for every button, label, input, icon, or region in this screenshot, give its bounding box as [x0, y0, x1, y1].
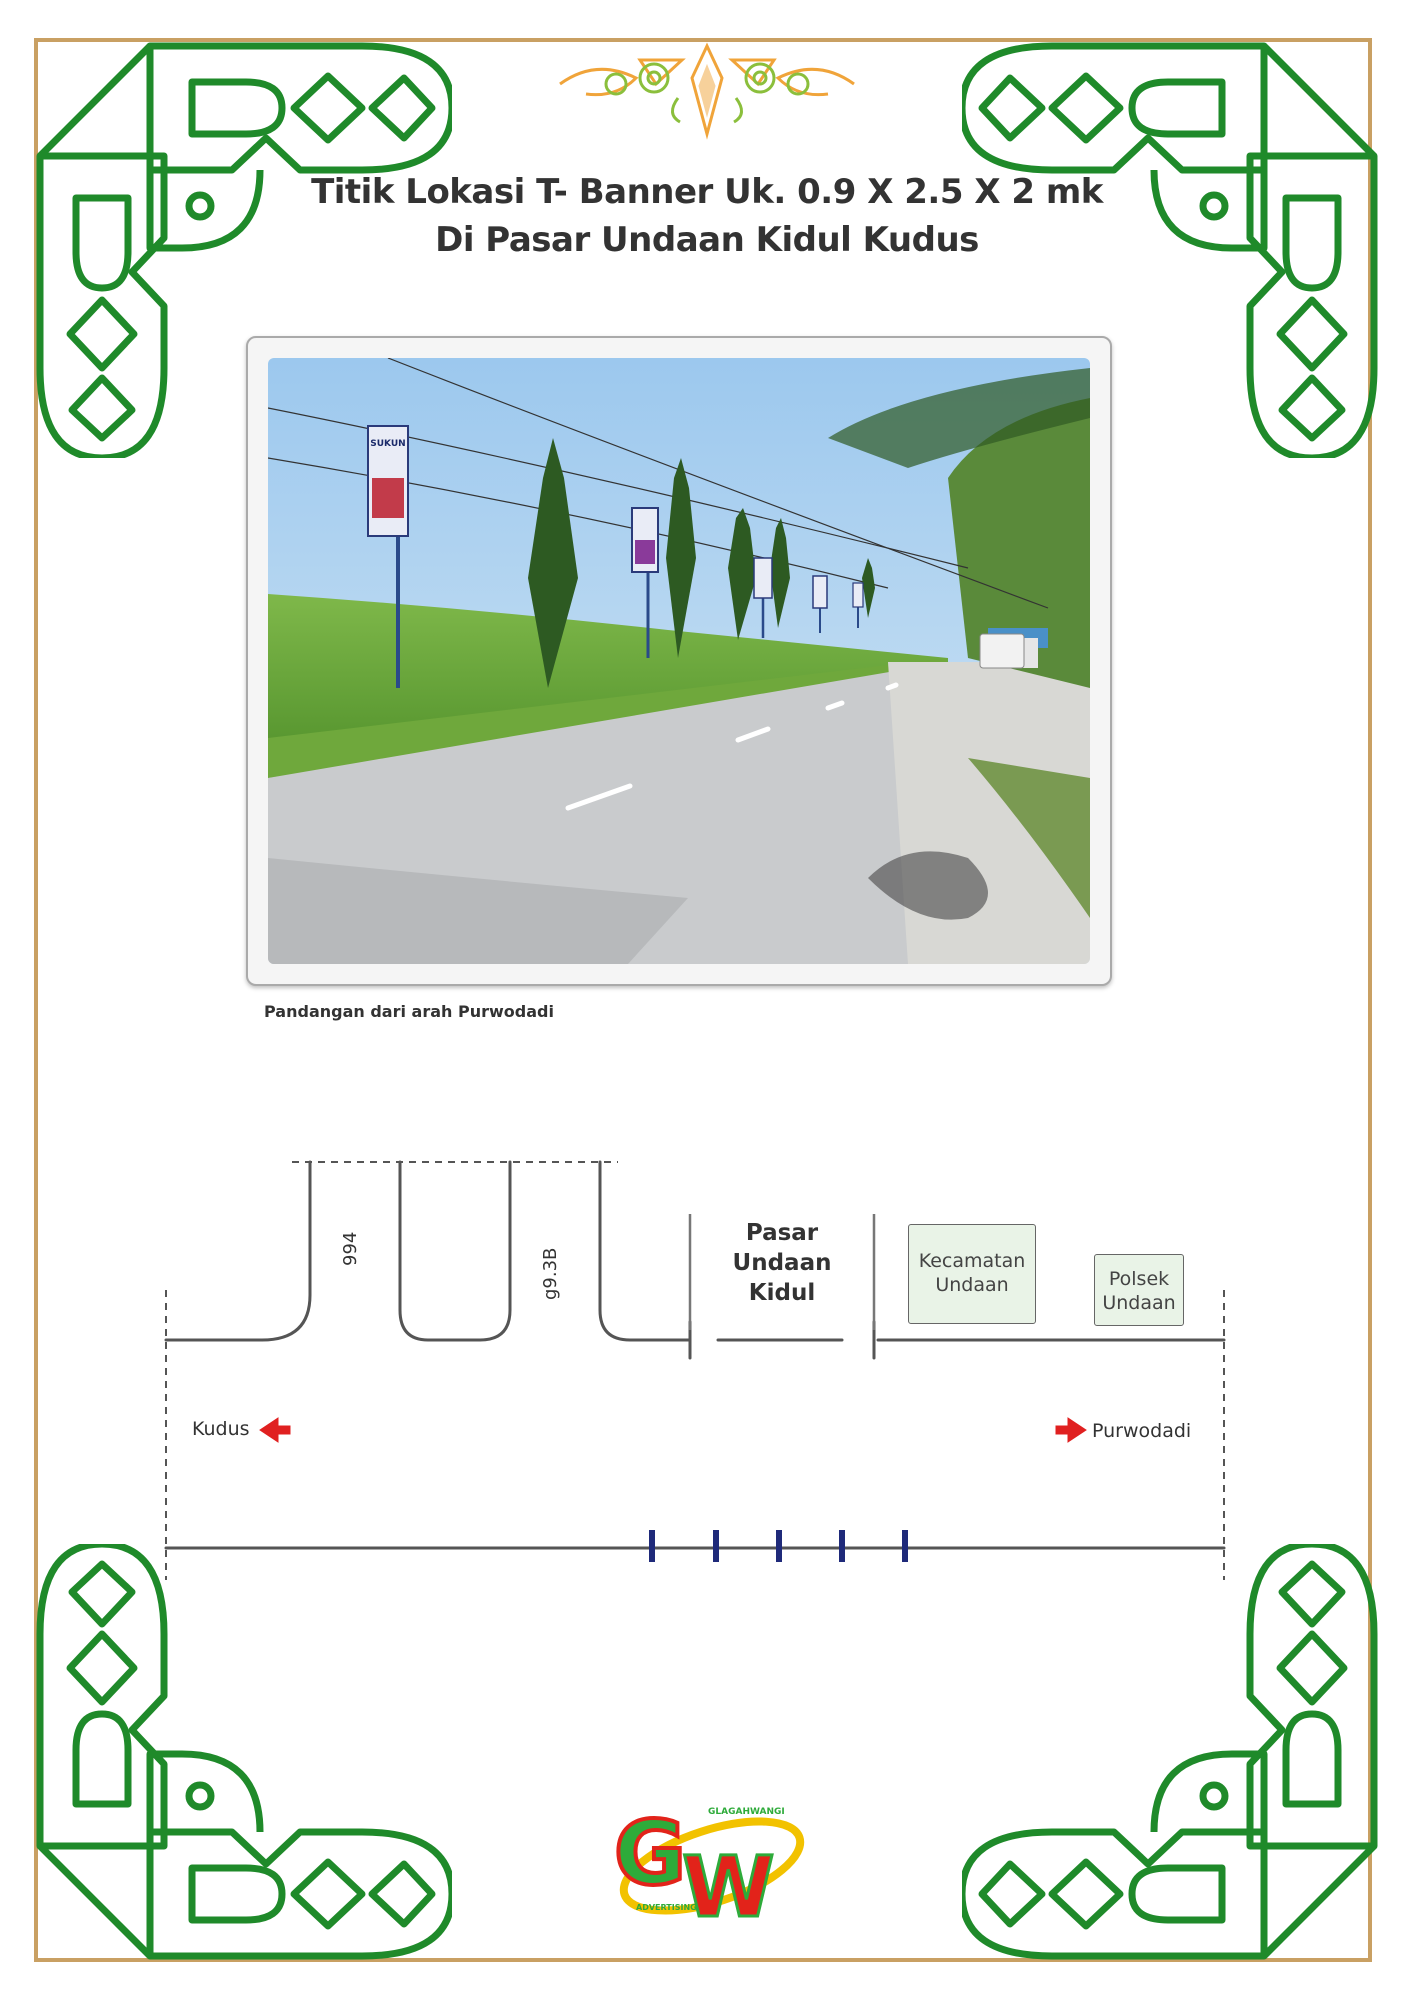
road-number-g93b: g9.3B	[540, 1247, 561, 1300]
photo-caption: Pandangan dari arah Purwodadi	[264, 1002, 554, 1021]
road-number-994: 994	[340, 1231, 361, 1266]
title-line-1: Titik Lokasi T- Banner Uk. 0.9 X 2.5 X 2 mk	[311, 172, 1103, 212]
market-label	[704, 1218, 860, 1308]
kecamatan-undaan-box	[908, 1224, 1036, 1324]
kecamatan-line-1: Kecamatan	[918, 1250, 1026, 1272]
arrow-right-icon	[1056, 1418, 1086, 1442]
title-line-2: Di Pasar Undaan Kidul Kudus	[435, 220, 979, 260]
direction-kudus: Kudus	[192, 1418, 250, 1440]
logo-letter-g: G	[614, 1802, 687, 1905]
glagahwangi-logo	[600, 1792, 814, 1932]
polsek-line-1: Polsek	[1108, 1268, 1170, 1290]
market-label-line-3: Kidul	[748, 1280, 816, 1306]
direction-purwodadi: Purwodadi	[1092, 1420, 1192, 1442]
logo-top-text: GLAGAHWANGI	[708, 1807, 785, 1817]
kecamatan-line-2: Undaan	[935, 1274, 1009, 1296]
logo-bottom-text: ADVERTISING	[636, 1903, 697, 1912]
logo-letter-w: W	[682, 1838, 775, 1932]
polsek-undaan-box	[1094, 1254, 1184, 1326]
banner-markers	[652, 1530, 905, 1562]
market-label-line-1: Pasar	[745, 1220, 819, 1246]
arrow-left-icon	[260, 1418, 290, 1442]
market-label-line-2: Undaan	[732, 1250, 832, 1276]
polsek-line-2: Undaan	[1102, 1292, 1176, 1314]
banner-brand-text: SUKUN	[370, 439, 406, 449]
